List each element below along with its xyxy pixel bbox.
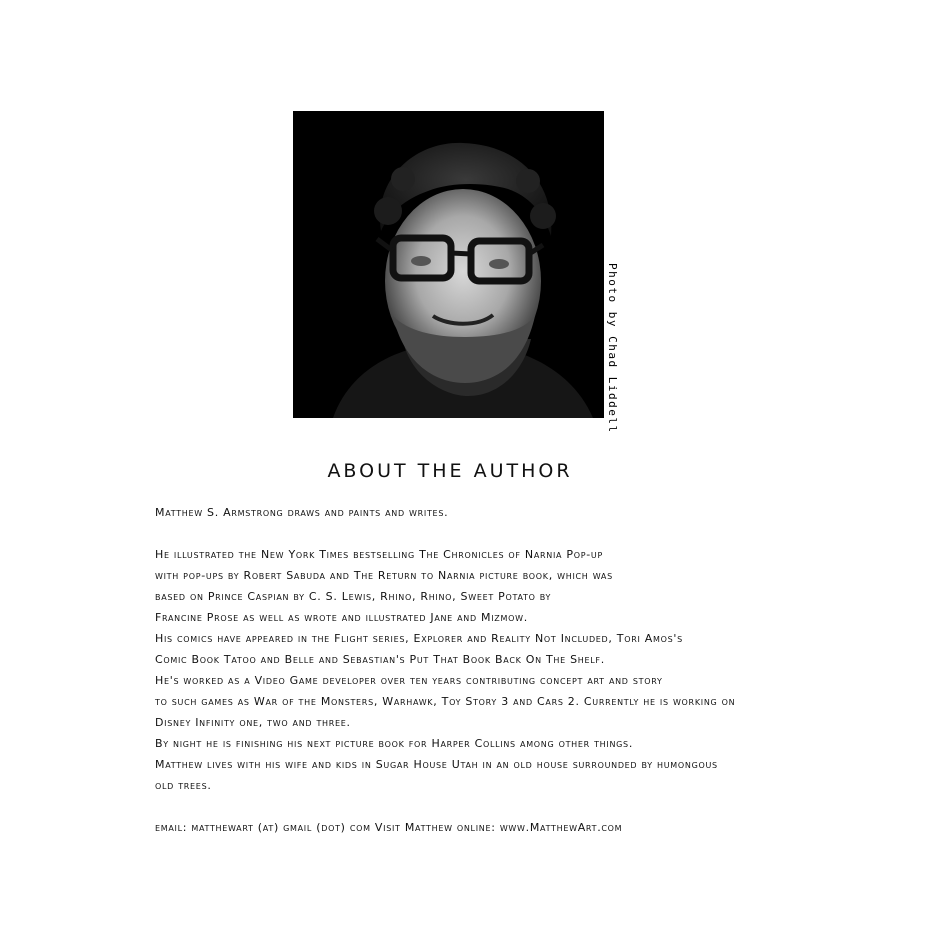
author-photo: [293, 111, 604, 418]
page-title: ABOUT THE AUTHOR: [327, 460, 573, 482]
author-portrait-image: [293, 111, 604, 418]
bio-line: Comic Book Tatoo and Belle and Sebastian's Put That Book Back On The Shelf.: [155, 653, 605, 666]
paragraph-gap: [155, 523, 815, 544]
bio-line: By night he is finishing his next picture book for Harper Collins among other things.: [155, 737, 634, 750]
intro-line: Matthew S. Armstrong draws and paints and writes.: [155, 506, 449, 519]
bio-line: Matthew lives with his wife and kids in Sugar House Utah in an old house surrounded by humongous: [155, 758, 718, 771]
bio-line: He's worked as a Video Game developer over ten years contributing concept art and story: [155, 674, 663, 687]
bio-line: He illustrated the New York Times bestselling The Chronicles of Narnia Pop-up: [155, 548, 603, 561]
bio-line: old trees.: [155, 779, 212, 792]
contact-line: email: matthewart (at) gmail (dot) com Visit Matthew online: www.MatthewArt.com: [155, 821, 623, 834]
bio-line: Disney Infinity one, two and three.: [155, 716, 351, 729]
author-bio: [155, 502, 815, 838]
paragraph-gap: [155, 796, 815, 817]
bio-line: Francine Prose as well as wrote and illustrated Jane and Mizmow.: [155, 611, 528, 624]
bio-line: to such games as War of the Monsters, Warhawk, Toy Story 3 and Cars 2. Currently he is working on: [155, 695, 736, 708]
bio-line: with pop-ups by Robert Sabuda and The Return to Narnia picture book, which was: [155, 569, 613, 582]
bio-line: His comics have appeared in the Flight series, Explorer and Reality Not Included, Tori Amos's: [155, 632, 683, 645]
bio-line: based on Prince Caspian by C. S. Lewis, Rhino, Rhino, Sweet Potato by: [155, 590, 552, 603]
photo-credit: Photo by Chad Liddell: [606, 263, 619, 434]
